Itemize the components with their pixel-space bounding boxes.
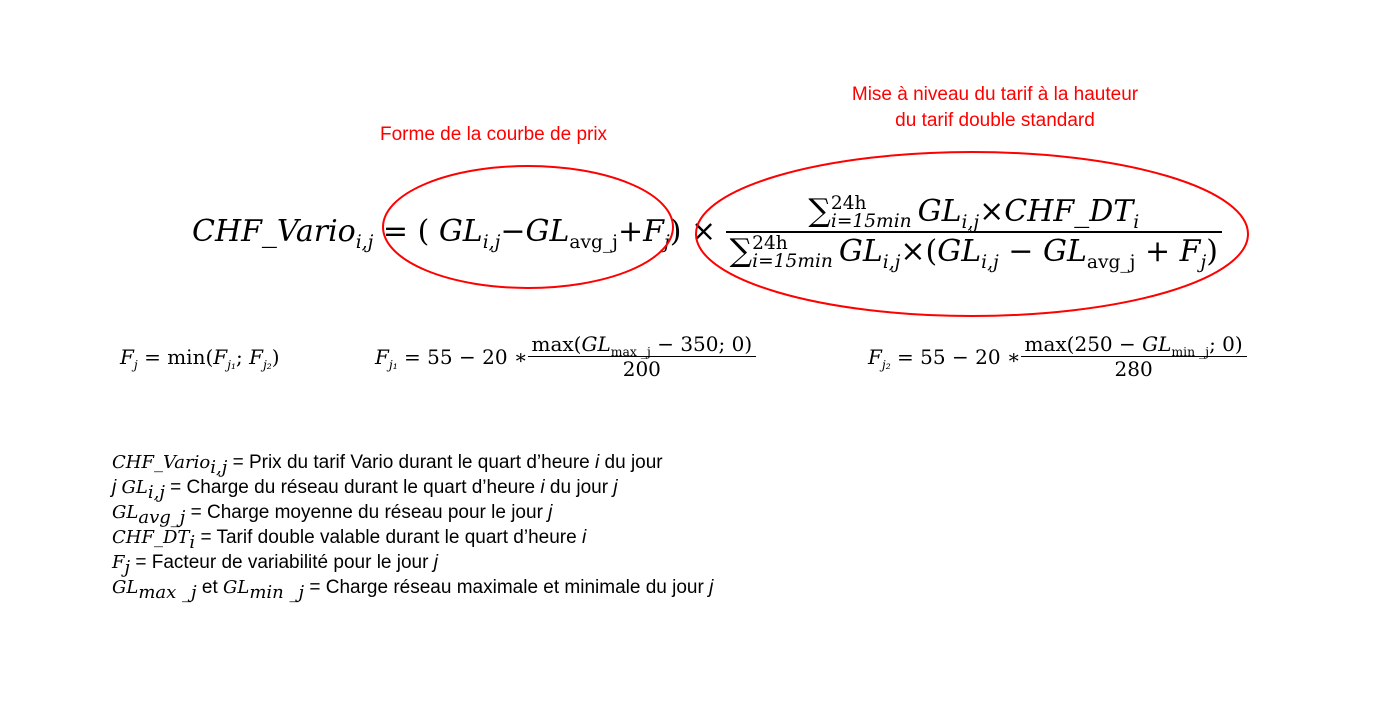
- fraction-denominator: ∑ 24h i=15min $GL_{i,j}\times(GL_{i,j} - GL_{avg\_j} + F_j)$: [726, 231, 1222, 271]
- annotation-left-label: Forme de la courbe de prix: [380, 124, 608, 145]
- definition-gl-avg: $GL_{avg\_j}$ = Charge moyenne du réseau pour le jour j: [112, 502, 553, 528]
- definition-gl-max-min: $GL_{max \_j}$ et $GL_{min \_j}$ = Charge réseau maximale et minimale du jour j: [112, 577, 714, 603]
- equation-fj1: $F_{j_1} = 55 - 20$ ∗ $\frac{\max(GL_{max \_j} - 350; 0)}{200}$: [375, 332, 756, 381]
- annotation-price-curve-shape: [380, 122, 607, 148]
- definition-gl: j $GL_{i,j}$ = Charge du réseau durant le quart d’heure i du jour j: [112, 477, 618, 503]
- normalization-fraction: [726, 193, 1222, 273]
- definition-fj: $F_j$ = Facteur de variabilité pour le jour j: [112, 552, 438, 578]
- fraction-numerator: ∑ 24h i=15min $GL_{i,j}\times CHF\_DT_i$: [808, 193, 1140, 233]
- variable-definitions: [112, 450, 714, 603]
- annotation-right-label-line2: du tarif double standard: [895, 110, 1095, 131]
- price-shape-term: ( $GL_{i,j}-GL_{avg\_j}+F_j$): [417, 214, 682, 254]
- annotation-tariff-level: [800, 82, 1190, 134]
- equation-lhs: CHF_Vario$_{i,j}$ =: [192, 214, 409, 254]
- times-operator: ×: [690, 214, 717, 250]
- definition-chf-vario: CHF_Vario$_{i,j}$ = Prix du tarif Vario durant le quart d’heure i du jour: [112, 452, 663, 478]
- definition-chf-dt: $CHF\_DT_i$ = Tarif double valable durant le quart d’heure i: [112, 527, 587, 553]
- main-equation: [192, 193, 1222, 273]
- annotation-right-label-line1: Mise à niveau du tarif à la hauteur: [851, 84, 1139, 105]
- equation-fj: $F_j = \min(F_{j_1}$; $F_{j_2}$): [120, 345, 280, 372]
- equation-fj2: $F_{j_2} = 55 - 20$ ∗ $\frac{\max(250 - GL_{min \_j}; 0)}{280}$: [868, 332, 1247, 381]
